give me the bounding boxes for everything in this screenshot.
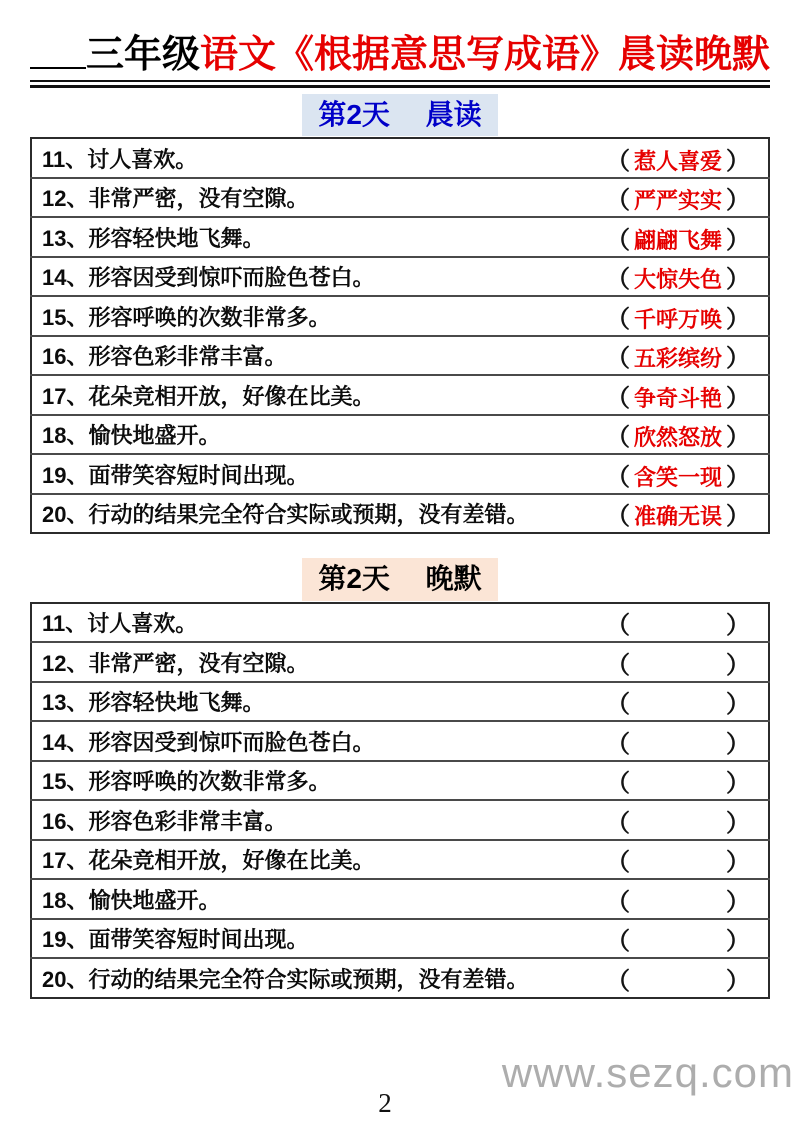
row-number: 12、 [42,186,89,212]
answer-close-paren: ） [726,809,750,837]
table-row [31,257,769,297]
question-cell [31,958,570,998]
question-cell [31,761,570,801]
answer-cell [570,217,769,257]
row-number: 19、 [42,927,89,953]
answer-text: 准确无误 [633,504,722,530]
answer-close-paren: ） [726,463,750,491]
answer-text: 严严实实 [633,188,722,214]
question-text: 形容因受到惊吓而脸色苍白。 [88,729,375,755]
row-number: 20、 [42,502,89,528]
answer-text: 千呼万唤 [633,306,722,332]
table-row [31,721,769,761]
question-text: 花朵竞相开放，好像在比美。 [88,848,375,874]
row-number: 11、 [42,146,88,172]
row-number: 18、 [42,887,89,913]
answer-cell [570,454,769,494]
question-cell [31,721,570,761]
table-row [31,761,769,801]
answer-cell [570,840,769,880]
table-row [31,800,769,840]
answer-open-paren: （ [606,928,630,956]
answer-close-paren: ） [726,691,750,719]
question-cell [31,296,570,336]
answer-text: 翩翩飞舞 [633,227,722,253]
question-text: 形容呼唤的次数非常多。 [88,304,331,330]
table-row [31,415,769,455]
row-number: 13、 [42,690,89,716]
row-number: 14、 [42,265,89,291]
row-number: 20、 [42,966,89,992]
question-cell [31,375,570,415]
question-text: 非常严密，没有空隙。 [88,186,309,212]
question-cell [31,800,570,840]
table-row [31,879,769,919]
answer-text: 惹人喜爱 [633,148,722,174]
table-row [31,138,769,178]
answer-close-paren: ） [726,503,750,531]
question-text: 行动的结果完全符合实际或预期，没有差错。 [88,966,529,992]
question-cell [31,840,570,880]
worksheet-table-evening [30,602,770,999]
watermark: www.sezq.com [501,1049,794,1096]
table-row [31,217,769,257]
row-number: 14、 [42,729,89,755]
answer-open-paren: （ [606,809,630,837]
question-cell [31,494,570,534]
answer-cell [570,958,769,998]
question-text: 形容轻快地飞舞。 [88,690,265,716]
answer-cell [570,375,769,415]
section-heading-morning: 第2天 晨读 [302,94,497,137]
answer-open-paren: （ [606,187,630,215]
table-row [31,840,769,880]
table-row [31,919,769,959]
page-number: 2 [378,1088,392,1118]
row-number: 11、 [42,611,88,637]
question-text: 讨人喜欢。 [87,611,198,637]
row-number: 17、 [42,848,89,874]
answer-close-paren: ） [726,770,750,798]
answer-close-paren: ） [726,849,750,877]
question-cell [31,603,570,643]
answer-cell [570,138,769,178]
question-text: 愉快地盛开。 [88,887,221,913]
answer-cell [570,257,769,297]
question-cell [31,454,570,494]
answer-open-paren: （ [606,345,630,373]
answer-cell [570,642,769,682]
answer-open-paren: （ [606,967,630,995]
row-number: 12、 [42,650,89,676]
page-title-row [30,34,770,78]
answer-cell [570,415,769,455]
question-text: 花朵竞相开放，好像在比美。 [88,383,375,409]
question-cell [31,217,570,257]
question-cell [31,415,570,455]
answer-open-paren: （ [606,463,630,491]
section-heading-evening: 第2天 晚默 [302,558,497,601]
answer-close-paren: ） [726,384,750,412]
question-text: 形容色彩非常丰富。 [88,808,287,834]
answer-close-paren: ） [726,147,750,175]
row-number: 15、 [42,304,89,330]
question-text: 愉快地盛开。 [88,423,221,449]
answer-close-paren: ） [726,928,750,956]
answer-close-paren: ） [726,226,750,254]
answer-cell [570,336,769,376]
question-text: 形容因受到惊吓而脸色苍白。 [88,265,375,291]
question-cell [31,257,570,297]
question-cell [31,178,570,218]
answer-text: 争奇斗艳 [633,385,722,411]
answer-close-paren: ） [726,305,750,333]
answer-cell [570,879,769,919]
question-text: 形容呼唤的次数非常多。 [88,769,331,795]
answer-cell [570,721,769,761]
table-row [31,603,769,643]
answer-cell [570,603,769,643]
question-cell [31,682,570,722]
answer-open-paren: （ [606,384,630,412]
table-row [31,375,769,415]
table-row [31,682,769,722]
answer-open-paren: （ [606,888,630,916]
answer-cell [570,800,769,840]
answer-close-paren: ） [726,345,750,373]
page-title [86,34,770,78]
answer-open-paren: （ [606,226,630,254]
answer-open-paren: （ [606,147,630,175]
row-number: 18、 [42,423,89,449]
question-text: 非常严密，没有空隙。 [88,650,309,676]
section-heading-wrap-morning [30,94,770,137]
answer-text: 含笑一现 [633,464,722,490]
answer-open-paren: （ [606,730,630,758]
table-row [31,958,769,998]
title-leading-underline [30,67,86,69]
answer-cell [570,494,769,534]
question-cell [31,919,570,959]
answer-text: 大惊失色 [633,267,722,293]
answer-close-paren: ） [726,266,750,294]
answer-open-paren: （ [606,424,630,452]
title-double-rule [30,80,770,88]
answer-open-paren: （ [606,305,630,333]
answer-cell [570,178,769,218]
answer-close-paren: ） [726,424,750,452]
row-number: 15、 [42,769,89,795]
question-cell [31,642,570,682]
question-cell [31,879,570,919]
question-text: 行动的结果完全符合实际或预期，没有差错。 [88,502,529,528]
question-text: 形容轻快地飞舞。 [88,225,265,251]
table-row [31,336,769,376]
answer-text: 欣然怒放 [633,425,722,451]
question-text: 面带笑容短时间出现。 [88,462,309,488]
page-title-main: 语文《根据意思写成语》晨读晚默 [199,34,770,76]
section-heading-wrap-evening [30,558,770,601]
answer-text: 五彩缤纷 [633,346,722,372]
answer-cell [570,919,769,959]
answer-cell [570,682,769,722]
question-cell [31,138,570,178]
answer-cell [570,761,769,801]
row-number: 17、 [42,383,89,409]
table-row [31,494,769,534]
question-text: 面带笑容短时间出现。 [88,927,309,953]
table-row [31,454,769,494]
row-number: 19、 [42,462,89,488]
answer-close-paren: ） [726,612,750,640]
table-row [31,296,769,336]
answer-open-paren: （ [606,503,630,531]
question-cell [31,336,570,376]
question-text: 讨人喜欢。 [87,146,198,172]
answer-close-paren: ） [726,651,750,679]
row-number: 13、 [42,225,89,251]
page-title-grade: 三年级 [85,34,200,76]
question-text: 形容色彩非常丰富。 [88,344,287,370]
answer-open-paren: （ [606,849,630,877]
answer-close-paren: ） [726,888,750,916]
answer-open-paren: （ [606,651,630,679]
row-number: 16、 [42,808,89,834]
answer-close-paren: ） [726,187,750,215]
answer-cell [570,296,769,336]
answer-open-paren: （ [606,266,630,294]
answer-open-paren: （ [606,691,630,719]
table-row [31,178,769,218]
answer-open-paren: （ [606,612,630,640]
answer-close-paren: ） [726,967,750,995]
answer-open-paren: （ [606,770,630,798]
table-row [31,642,769,682]
answer-close-paren: ） [726,730,750,758]
worksheet-table-morning [30,137,770,534]
row-number: 16、 [42,344,89,370]
